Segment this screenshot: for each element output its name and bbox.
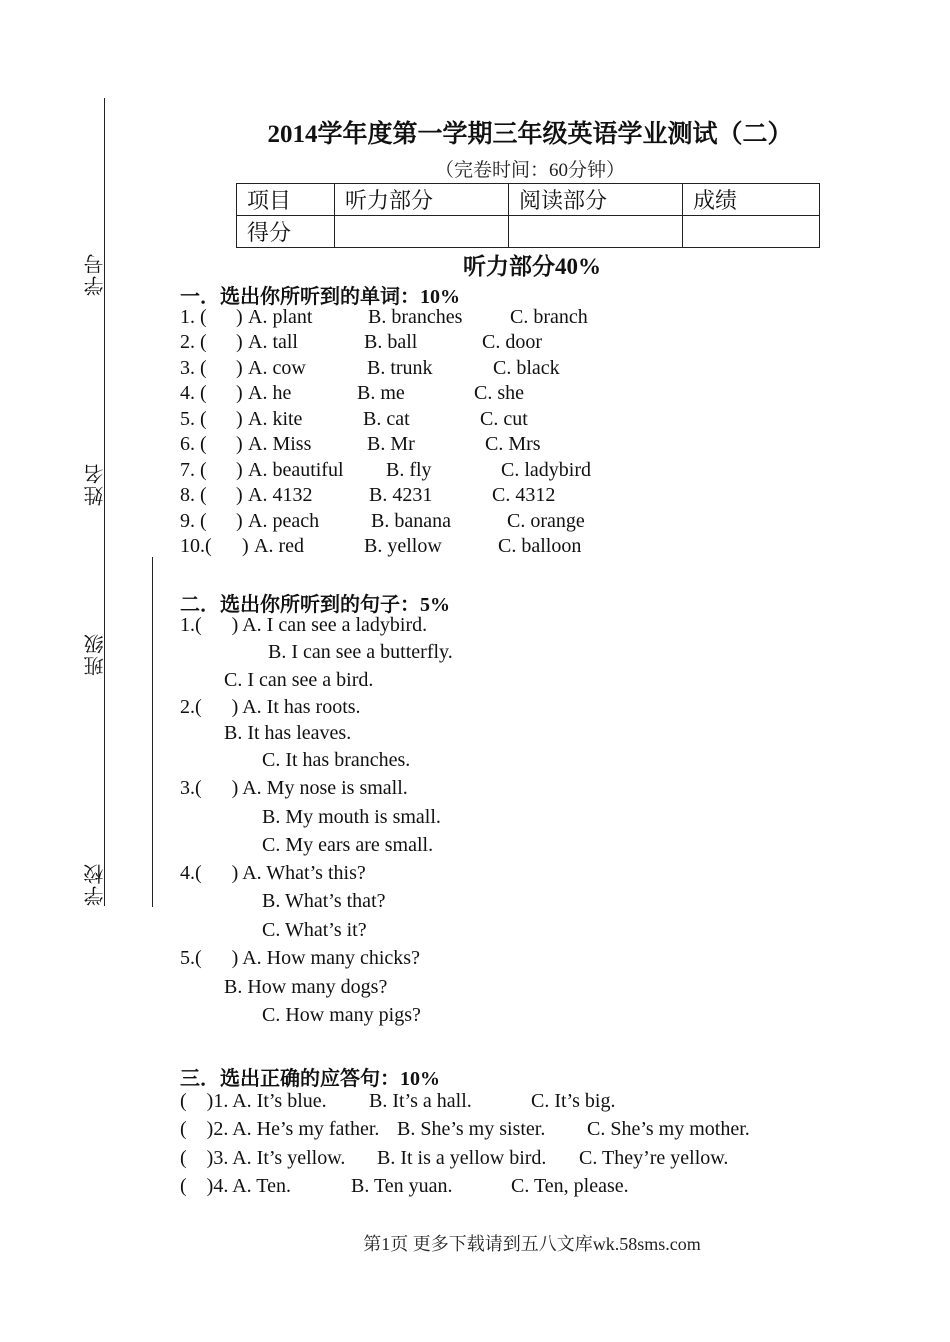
answer-paren[interactable]: ) [236,459,243,481]
option-b: B. She’s my sister. [397,1118,546,1140]
question-number: 9. ( [180,510,207,532]
option-b: B. branches [368,306,463,328]
option-b: B. banana [371,510,451,532]
response-question: ( )4. A. Ten. [180,1175,291,1197]
question-number: 3. ( [180,357,207,379]
question-number: 6. ( [180,433,207,455]
total-score-field[interactable] [683,216,820,248]
binding-line-inner [152,557,153,907]
answer-paren[interactable]: ) [236,357,243,379]
option-a: A. plant [248,306,313,328]
answer-paren[interactable]: ) [236,306,243,328]
listening-heading: 听力部分40% [463,254,601,279]
option-a: A. kite [248,408,303,430]
sentence-option: C. How many pigs? [262,1004,421,1026]
option-c: C. she [474,382,524,404]
sentence-option: B. What’s that? [262,890,386,912]
option-b: B. me [357,382,405,404]
question-number: 2. ( [180,331,207,353]
option-c: C. It’s big. [531,1090,616,1112]
name-label: 姓名 [83,462,107,506]
sentence-option: 5.( ) A. How many chicks? [180,947,420,969]
question-number: 1. ( [180,306,207,328]
option-c: C. cut [480,408,528,430]
question-number: 4. ( [180,382,207,404]
response-question: ( )3. A. It’s yellow. [180,1147,346,1169]
answer-paren[interactable]: ) [242,535,249,557]
page-footer: 第1页 更多下载请到五八文库wk.58sms.com [363,1234,701,1254]
class-label: 班级 [83,632,107,676]
table-cell: 项目 [237,184,335,216]
option-a: A. he [248,382,292,404]
question-number: 8. ( [180,484,207,506]
sentence-option: B. It has leaves. [224,722,352,744]
option-a: A. beautiful [248,459,344,481]
option-c: C. branch [510,306,588,328]
option-c: C. door [482,331,542,353]
sentence-option: 3.( ) A. My nose is small. [180,777,408,799]
sentence-option: 1.( ) A. I can see a ladybird. [180,614,428,636]
sentence-option: C. I can see a bird. [224,669,374,691]
part3-heading: 三．选出正确的应答句：10% [180,1068,440,1090]
sentence-option: C. My ears are small. [262,834,434,856]
option-a: A. 4132 [248,484,313,506]
option-c: C. Ten, please. [511,1175,629,1197]
score-table [236,183,820,248]
option-c: C. She’s my mother. [587,1118,750,1140]
question-number: 5. ( [180,408,207,430]
option-c: C. black [493,357,560,379]
sentence-option: 2.( ) A. It has roots. [180,696,361,718]
question-number: 10.( [180,535,212,557]
response-question: ( )1. A. It’s blue. [180,1090,327,1112]
sentence-option: C. What’s it? [262,919,367,941]
answer-paren[interactable]: ) [236,433,243,455]
sentence-option: B. How many dogs? [224,976,388,998]
option-c: C. 4312 [492,484,556,506]
option-b: B. It is a yellow bird. [377,1147,547,1169]
page-title: 2014学年度第一学期三年级英语学业测试（二） [267,121,793,148]
question-number: 7. ( [180,459,207,481]
option-c: C. orange [507,510,585,532]
option-c: C. ladybird [501,459,591,481]
part1-heading: 一．选出你所听到的单词：10% [180,286,460,308]
option-b: B. cat [363,408,410,430]
option-a: A. red [254,535,304,557]
option-b: B. It’s a hall. [369,1090,472,1112]
exam-time: （完卷时间：60分钟） [434,160,625,181]
sentence-option: B. My mouth is small. [262,806,441,828]
school-label: 学校 [83,862,107,906]
option-b: B. 4231 [369,484,433,506]
option-b: B. trunk [367,357,433,379]
table-cell: 阅读部分 [509,184,683,216]
student-number-label: 学号 [83,252,107,296]
sentence-option: 4.( ) A. What’s this? [180,862,366,884]
answer-paren[interactable]: ) [236,331,243,353]
option-a: A. Miss [248,433,312,455]
option-b: B. Mr [367,433,415,455]
table-cell: 得分 [237,216,335,248]
option-c: C. Mrs [485,433,541,455]
option-a: A. peach [248,510,320,532]
option-c: C. balloon [498,535,582,557]
answer-paren[interactable]: ) [236,510,243,532]
answer-paren[interactable]: ) [236,408,243,430]
table-cell: 听力部分 [335,184,509,216]
part2-heading: 二．选出你所听到的句子：5% [180,594,450,616]
option-c: C. They’re yellow. [579,1147,729,1169]
option-a: A. cow [248,357,306,379]
answer-paren[interactable]: ) [236,382,243,404]
option-b: B. yellow [364,535,442,557]
sentence-option: B. I can see a butterfly. [268,641,453,663]
table-row [237,216,820,248]
answer-paren[interactable]: ) [236,484,243,506]
reading-score-field[interactable] [509,216,683,248]
table-row [237,184,820,216]
option-a: A. tall [248,331,298,353]
table-cell: 成绩 [683,184,820,216]
option-b: B. fly [386,459,432,481]
listening-score-field[interactable] [335,216,509,248]
response-question: ( )2. A. He’s my father. [180,1118,380,1140]
sentence-option: C. It has branches. [262,749,411,771]
option-b: B. ball [364,331,418,353]
option-b: B. Ten yuan. [351,1175,453,1197]
